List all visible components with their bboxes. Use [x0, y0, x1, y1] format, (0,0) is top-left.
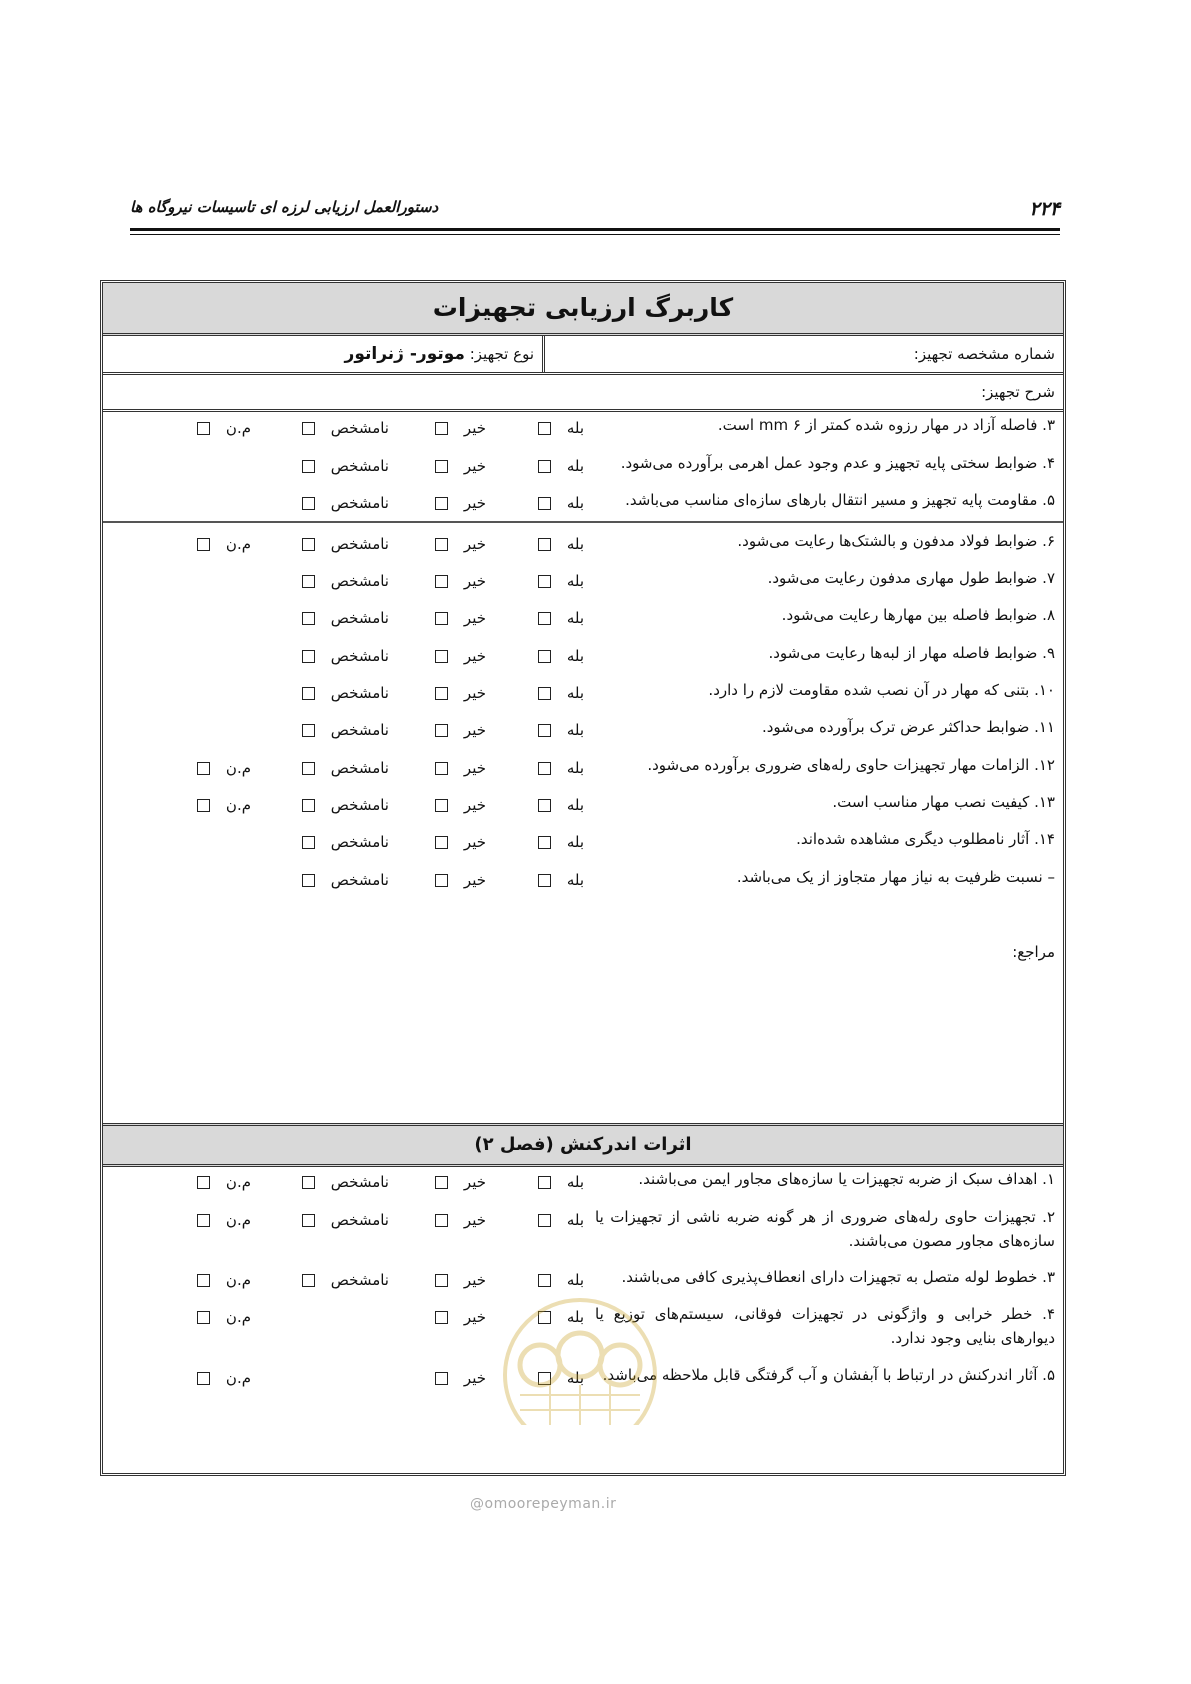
- checklist-item-text: ۷. ضوابط طول مهاری مدفون رعایت می‌شود.: [767, 569, 1055, 587]
- checklist-item: [103, 827, 1063, 865]
- unknown-option[interactable]: [302, 1271, 389, 1289]
- checklist-item: [103, 451, 1063, 489]
- unknown-checkbox[interactable]: [302, 460, 315, 473]
- yes-label: بله: [566, 609, 584, 627]
- no-option[interactable]: [435, 721, 486, 739]
- no-option[interactable]: [435, 871, 486, 889]
- no-checkbox[interactable]: [435, 575, 448, 588]
- unknown-label: نامشخص: [330, 759, 389, 777]
- yes-checkbox[interactable]: [538, 612, 551, 625]
- checklist-item: [103, 715, 1063, 753]
- checklist-item-text: ۶. ضوابط فولاد مدفون و بالشتک‌ها رعایت می‌شود.: [737, 532, 1055, 550]
- no-label: خیر: [463, 833, 486, 851]
- checklist-item: [103, 566, 1063, 604]
- checklist-item-text: ۱۲. الزامات مهار تجهیزات حاوی رله‌های ضروری برآورده می‌شود.: [647, 756, 1055, 774]
- unknown-checkbox[interactable]: [302, 724, 315, 737]
- not-applicable-label: م.ن: [225, 535, 251, 553]
- not-applicable-checkbox[interactable]: [197, 1176, 210, 1189]
- checklist-item: [103, 1167, 1063, 1205]
- unknown-option[interactable]: [302, 796, 389, 814]
- checklist-item: [103, 603, 1063, 641]
- unknown-label: نامشخص: [330, 457, 389, 475]
- no-option[interactable]: [435, 1173, 486, 1191]
- unknown-checkbox[interactable]: [302, 575, 315, 588]
- not-applicable-option[interactable]: [197, 759, 251, 777]
- no-option[interactable]: [435, 457, 486, 475]
- yes-option[interactable]: [538, 457, 584, 475]
- unknown-label: نامشخص: [330, 1173, 389, 1191]
- yes-checkbox[interactable]: [538, 724, 551, 737]
- no-label: خیر: [463, 796, 486, 814]
- equipment-id-label: شماره مشخصه تجهیز:: [913, 345, 1055, 363]
- no-option[interactable]: [435, 535, 486, 553]
- checklist-item: [103, 488, 1063, 526]
- checklist-item: [103, 790, 1063, 828]
- yes-checkbox[interactable]: [538, 762, 551, 775]
- yes-option[interactable]: [538, 1271, 584, 1289]
- checklist-item-text: ۸. ضوابط فاصله بین مهارها رعایت می‌شود.: [781, 606, 1055, 624]
- unknown-checkbox[interactable]: [302, 762, 315, 775]
- yes-option[interactable]: [538, 1173, 584, 1191]
- no-label: خیر: [463, 1271, 486, 1289]
- unknown-label: نامشخص: [330, 871, 389, 889]
- unknown-label: نامشخص: [330, 684, 389, 702]
- unknown-option[interactable]: [302, 684, 389, 702]
- not-applicable-label: م.ن: [225, 796, 251, 814]
- checklist-item-text: ۴. خطر خرابی و واژگونی در تجهیزات فوقانی، سیستم‌های توزیع یا دیوارهای بنایی وجود ندارد.: [595, 1305, 1055, 1347]
- yes-label: بله: [566, 1369, 584, 1387]
- no-option[interactable]: [435, 572, 486, 590]
- no-option[interactable]: [435, 609, 486, 627]
- no-checkbox[interactable]: [435, 422, 448, 435]
- yes-option[interactable]: [538, 684, 584, 702]
- no-option[interactable]: [435, 1271, 486, 1289]
- yes-checkbox[interactable]: [538, 799, 551, 812]
- yes-label: بله: [566, 457, 584, 475]
- yes-label: بله: [566, 1211, 584, 1229]
- not-applicable-label: م.ن: [225, 1369, 251, 1387]
- yes-checkbox[interactable]: [538, 874, 551, 887]
- no-checkbox[interactable]: [435, 650, 448, 663]
- no-checkbox[interactable]: [435, 612, 448, 625]
- no-checkbox[interactable]: [435, 836, 448, 849]
- not-applicable-label: م.ن: [225, 1173, 251, 1191]
- not-applicable-checkbox[interactable]: [197, 538, 210, 551]
- not-applicable-option[interactable]: [197, 1271, 251, 1289]
- unknown-label: نامشخص: [330, 1271, 389, 1289]
- no-checkbox[interactable]: [435, 460, 448, 473]
- no-label: خیر: [463, 1173, 486, 1191]
- unknown-option[interactable]: [302, 609, 389, 627]
- book-title: دستورالعمل ارزیابی لرزه ای تاسیسات نیروگاه ها: [130, 198, 439, 216]
- no-checkbox[interactable]: [435, 1311, 448, 1324]
- checklist-item-text: ۱. اهداف سبک از ضربه تجهیزات یا سازه‌های مجاور ایمن می‌باشند.: [638, 1170, 1055, 1188]
- interaction-effects-title: اثرات اندرکنش (فصل ۲): [103, 1123, 1063, 1167]
- unknown-option[interactable]: [302, 721, 389, 739]
- no-checkbox[interactable]: [435, 724, 448, 737]
- checklist-item-text: ۵. مقاومت پایه تجهیز و مسیر انتقال بارهای سازه‌ای مناسب می‌باشد.: [625, 491, 1055, 509]
- yes-checkbox[interactable]: [538, 497, 551, 510]
- checklist-item-text: ۳. فاصله آزاد در مهار رزوه شده کمتر از mm ۶ است.: [717, 416, 1055, 434]
- yes-checkbox[interactable]: [538, 1176, 551, 1189]
- yes-label: بله: [566, 572, 584, 590]
- no-label: خیر: [463, 535, 486, 553]
- form-title: کاربرگ ارزیابی تجهیزات: [103, 283, 1063, 336]
- yes-checkbox[interactable]: [538, 650, 551, 663]
- checklist-item-text: ۹. ضوابط فاصله مهار از لبه‌ها رعایت می‌شود.: [768, 644, 1055, 662]
- yes-checkbox[interactable]: [538, 422, 551, 435]
- not-applicable-checkbox[interactable]: [197, 1372, 210, 1385]
- yes-option[interactable]: [538, 759, 584, 777]
- references-label: مراجع:: [1012, 943, 1055, 961]
- yes-option[interactable]: [538, 535, 584, 553]
- no-label: خیر: [463, 1211, 486, 1229]
- yes-checkbox[interactable]: [538, 836, 551, 849]
- yes-checkbox[interactable]: [538, 575, 551, 588]
- no-option[interactable]: [435, 1211, 486, 1229]
- checklist-item: [103, 529, 1063, 567]
- not-applicable-checkbox[interactable]: [197, 1214, 210, 1227]
- yes-option[interactable]: [538, 721, 584, 739]
- no-option[interactable]: [435, 684, 486, 702]
- not-applicable-option[interactable]: [197, 796, 251, 814]
- unknown-option[interactable]: [302, 871, 389, 889]
- unknown-option[interactable]: [302, 833, 389, 851]
- no-label: خیر: [463, 419, 486, 437]
- not-applicable-label: م.ن: [225, 1271, 251, 1289]
- equipment-description-label: شرح تجهیز:: [981, 383, 1055, 401]
- unknown-label: نامشخص: [330, 796, 389, 814]
- not-applicable-label: م.ن: [225, 419, 251, 437]
- yes-label: بله: [566, 1173, 584, 1191]
- yes-checkbox[interactable]: [538, 538, 551, 551]
- not-applicable-option[interactable]: [197, 1369, 251, 1387]
- not-applicable-option[interactable]: [197, 1173, 251, 1191]
- unknown-checkbox[interactable]: [302, 422, 315, 435]
- equipment-description-row: [103, 375, 1063, 412]
- no-label: خیر: [463, 494, 486, 512]
- yes-option[interactable]: [538, 494, 584, 512]
- unknown-checkbox[interactable]: [302, 687, 315, 700]
- no-checkbox[interactable]: [435, 1214, 448, 1227]
- unknown-label: نامشخص: [330, 721, 389, 739]
- unknown-option[interactable]: [302, 419, 389, 437]
- no-label: خیر: [463, 572, 486, 590]
- unknown-option[interactable]: [302, 494, 389, 512]
- unknown-label: نامشخص: [330, 419, 389, 437]
- checklist-item: [103, 1205, 1063, 1250]
- unknown-option[interactable]: [302, 1211, 389, 1229]
- checklist-item-text: – نسبت ظرفیت به نیاز مهار متجاوز از یک می‌باشد.: [736, 868, 1055, 886]
- yes-checkbox[interactable]: [538, 687, 551, 700]
- unknown-label: نامشخص: [330, 494, 389, 512]
- equipment-type-value: موتور- ژنراتور: [344, 344, 465, 364]
- no-checkbox[interactable]: [435, 1274, 448, 1287]
- checklist-item: [103, 678, 1063, 716]
- unknown-label: نامشخص: [330, 833, 389, 851]
- unknown-label: نامشخص: [330, 1211, 389, 1229]
- unknown-option[interactable]: [302, 457, 389, 475]
- yes-option[interactable]: [538, 609, 584, 627]
- no-checkbox[interactable]: [435, 874, 448, 887]
- no-option[interactable]: [435, 419, 486, 437]
- unknown-option[interactable]: [302, 572, 389, 590]
- yes-label: بله: [566, 535, 584, 553]
- unknown-checkbox[interactable]: [302, 874, 315, 887]
- no-label: خیر: [463, 1308, 486, 1326]
- checklist-item: [103, 413, 1063, 451]
- not-applicable-checkbox[interactable]: [197, 799, 210, 812]
- no-checkbox[interactable]: [435, 1372, 448, 1385]
- equipment-id-row: [103, 336, 1063, 375]
- checklist-item-text: ۱۰. بتنی که مهار در آن نصب شده مقاومت لازم را دارد.: [708, 681, 1055, 699]
- yes-checkbox[interactable]: [538, 460, 551, 473]
- no-label: خیر: [463, 759, 486, 777]
- yes-label: بله: [566, 419, 584, 437]
- unknown-checkbox[interactable]: [302, 497, 315, 510]
- unknown-label: نامشخص: [330, 572, 389, 590]
- unknown-option[interactable]: [302, 535, 389, 553]
- not-applicable-checkbox[interactable]: [197, 762, 210, 775]
- yes-label: بله: [566, 796, 584, 814]
- checklist-item-text: ۴. ضوابط سختی پایه تجهیز و عدم وجود عمل اهرمی برآورده می‌شود.: [620, 454, 1055, 472]
- unknown-checkbox[interactable]: [302, 538, 315, 551]
- unknown-checkbox[interactable]: [302, 650, 315, 663]
- not-applicable-label: م.ن: [225, 1211, 251, 1229]
- unknown-option[interactable]: [302, 647, 389, 665]
- unknown-option[interactable]: [302, 759, 389, 777]
- equipment-type-label: نوع تجهیز:: [469, 345, 534, 363]
- header-rule: [130, 228, 1060, 231]
- unknown-checkbox[interactable]: [302, 1274, 315, 1287]
- no-checkbox[interactable]: [435, 538, 448, 551]
- yes-checkbox[interactable]: [538, 1214, 551, 1227]
- no-label: خیر: [463, 871, 486, 889]
- yes-option[interactable]: [538, 871, 584, 889]
- unknown-label: نامشخص: [330, 535, 389, 553]
- no-checkbox[interactable]: [435, 799, 448, 812]
- checklist-item-text: ۱۴. آثار نامطلوب دیگری مشاهده شده‌اند.: [796, 830, 1055, 848]
- no-label: خیر: [463, 457, 486, 475]
- yes-label: بله: [566, 871, 584, 889]
- watermark-url: @omoorepeyman.ir: [470, 1496, 617, 1512]
- yes-label: بله: [566, 684, 584, 702]
- no-option[interactable]: [435, 647, 486, 665]
- checklist-item: [103, 865, 1063, 903]
- yes-label: بله: [566, 1308, 584, 1326]
- no-label: خیر: [463, 721, 486, 739]
- no-label: خیر: [463, 609, 486, 627]
- yes-label: بله: [566, 647, 584, 665]
- unknown-checkbox[interactable]: [302, 612, 315, 625]
- yes-option[interactable]: [538, 796, 584, 814]
- yes-label: بله: [566, 833, 584, 851]
- checklist-item: [103, 641, 1063, 679]
- not-applicable-label: م.ن: [225, 1308, 251, 1326]
- yes-label: بله: [566, 721, 584, 739]
- no-label: خیر: [463, 1369, 486, 1387]
- header-rule-thin: [130, 234, 1060, 235]
- unknown-checkbox[interactable]: [302, 799, 315, 812]
- unknown-checkbox[interactable]: [302, 836, 315, 849]
- not-applicable-checkbox[interactable]: [197, 1274, 210, 1287]
- not-applicable-option[interactable]: [197, 1308, 251, 1326]
- unknown-checkbox[interactable]: [302, 1176, 315, 1189]
- yes-option[interactable]: [538, 1211, 584, 1229]
- page-number: ۲۲۴: [1029, 198, 1060, 220]
- equipment-id-field: [546, 336, 1063, 372]
- no-checkbox[interactable]: [435, 497, 448, 510]
- no-label: خیر: [463, 647, 486, 665]
- equipment-type-field: [103, 336, 545, 372]
- checklist-item-text: ۵. آثار اندرکنش در ارتباط با آبفشان و آب گرفتگی قابل ملاحظه می‌باشد.: [602, 1366, 1055, 1384]
- unknown-checkbox[interactable]: [302, 1214, 315, 1227]
- unknown-option[interactable]: [302, 1173, 389, 1191]
- no-label: خیر: [463, 684, 486, 702]
- unknown-label: نامشخص: [330, 647, 389, 665]
- yes-label: بله: [566, 759, 584, 777]
- not-applicable-checkbox[interactable]: [197, 1311, 210, 1324]
- no-checkbox[interactable]: [435, 1176, 448, 1189]
- yes-option[interactable]: [538, 419, 584, 437]
- yes-option[interactable]: [538, 572, 584, 590]
- yes-label: بله: [566, 1271, 584, 1289]
- no-checkbox[interactable]: [435, 687, 448, 700]
- yes-label: بله: [566, 494, 584, 512]
- checklist-item-text: ۱۱. ضوابط حداکثر عرض ترک برآورده می‌شود.: [761, 718, 1055, 736]
- no-checkbox[interactable]: [435, 762, 448, 775]
- not-applicable-option[interactable]: [197, 535, 251, 553]
- no-option[interactable]: [435, 494, 486, 512]
- no-option[interactable]: [435, 796, 486, 814]
- not-applicable-label: م.ن: [225, 759, 251, 777]
- yes-checkbox[interactable]: [538, 1274, 551, 1287]
- checklist-item: [103, 753, 1063, 791]
- checklist-item-text: ۲. تجهیزات حاوی رله‌های ضروری از هر گونه ضربه ناشی از تجهیزات یا سازه‌های مجاور مصون می‌باشند.: [595, 1208, 1055, 1250]
- checklist-item-text: ۱۳. کیفیت نصب مهار مناسب است.: [832, 793, 1055, 811]
- yes-option[interactable]: [538, 833, 584, 851]
- no-option[interactable]: [435, 833, 486, 851]
- no-option[interactable]: [435, 759, 486, 777]
- checklist-item-text: ۳. خطوط لوله متصل به تجهیزات دارای انعطاف‌پذیری کافی می‌باشند.: [621, 1268, 1055, 1286]
- unknown-label: نامشخص: [330, 609, 389, 627]
- yes-option[interactable]: [538, 647, 584, 665]
- not-applicable-checkbox[interactable]: [197, 422, 210, 435]
- watermark-logo-icon: [470, 1295, 690, 1425]
- not-applicable-option[interactable]: [197, 1211, 251, 1229]
- not-applicable-option[interactable]: [197, 419, 251, 437]
